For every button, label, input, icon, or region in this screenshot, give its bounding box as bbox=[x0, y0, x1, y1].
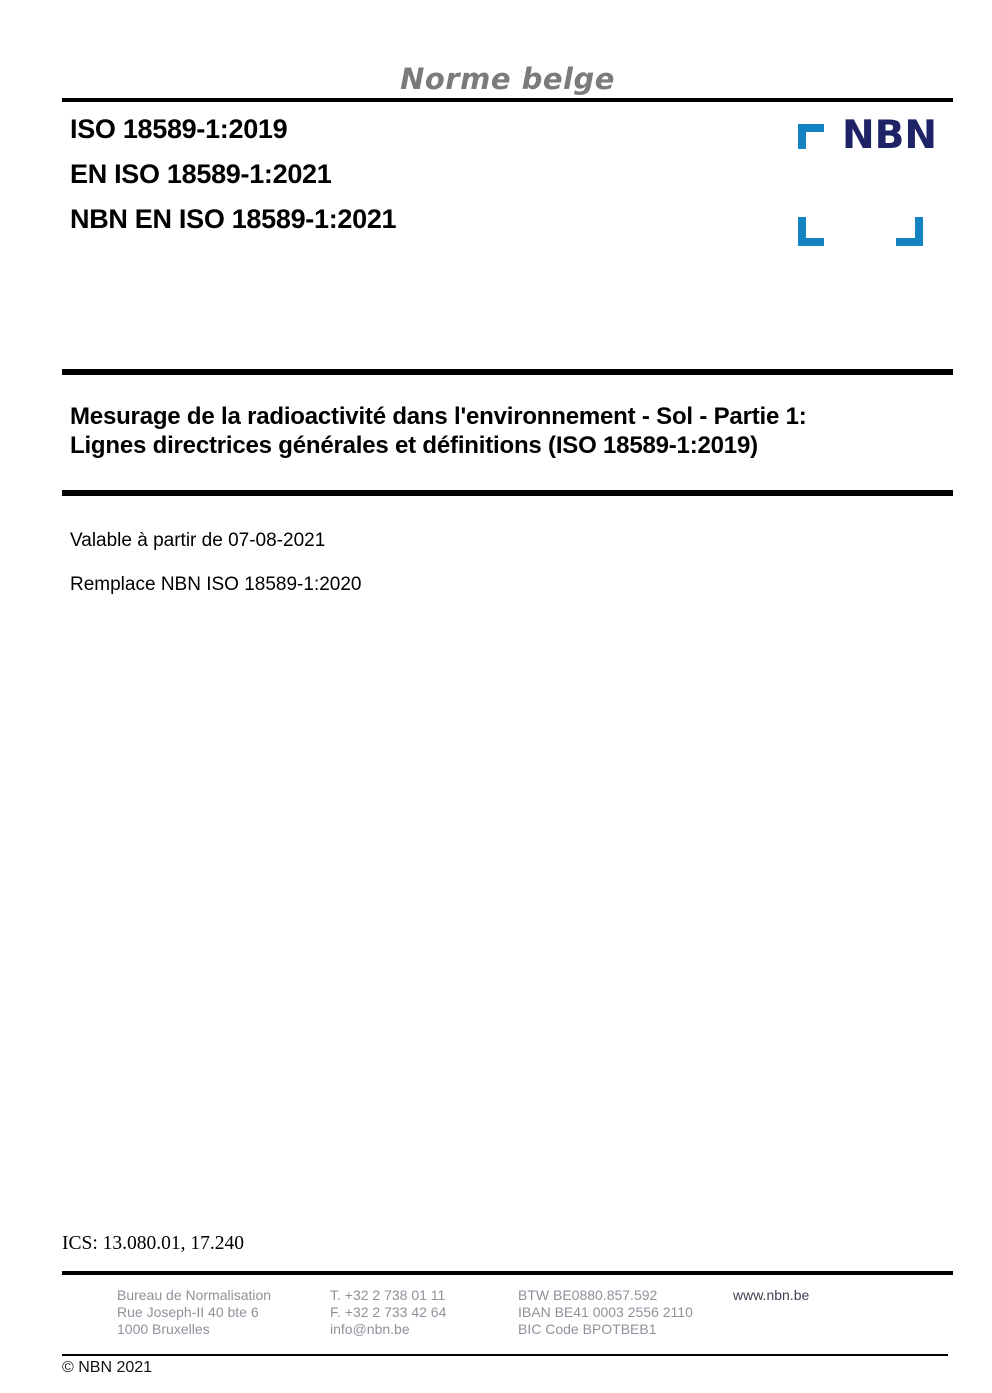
standard-codes bbox=[70, 112, 396, 247]
footer-address-line3: 1000 Bruxelles bbox=[117, 1321, 210, 1337]
title-rule-bottom bbox=[62, 490, 953, 496]
footer-website-link[interactable]: www.nbn.be bbox=[733, 1287, 810, 1303]
standard-code-iso: ISO 18589-1:2019 bbox=[70, 114, 288, 144]
footer-rule bbox=[62, 1271, 953, 1275]
copyright-text: © NBN 2021 bbox=[62, 1359, 153, 1376]
document-title-line2: Lignes directrices générales et définitions (ISO 18589-1:2019) bbox=[70, 432, 758, 459]
footer-btw: BTW BE0880.857.592 bbox=[518, 1287, 658, 1303]
logo-bracket-bottom-right-icon bbox=[896, 217, 923, 246]
footer-bic: BIC Code BPOTBEB1 bbox=[518, 1321, 657, 1337]
title-rule-top bbox=[62, 369, 953, 375]
logo-bracket-top-left-icon bbox=[798, 124, 824, 149]
document-title-line1: Mesurage de la radioactivité dans l'environnement - Sol - Partie 1: bbox=[70, 403, 807, 430]
footer-address-line1: Bureau de Normalisation bbox=[117, 1287, 272, 1303]
valid-from-text: Valable à partir de 07-08-2021 bbox=[70, 530, 326, 551]
standard-code-en-iso: EN ISO 18589-1:2021 bbox=[70, 159, 332, 189]
footer-iban: IBAN BE41 0003 2556 2110 bbox=[518, 1304, 693, 1320]
nbn-logo bbox=[798, 113, 938, 246]
validity-block bbox=[70, 530, 362, 618]
footer-address-line2: Rue Joseph-II 40 bte 6 bbox=[117, 1304, 259, 1320]
nbn-logo-text: NBN bbox=[842, 113, 938, 158]
footer-address bbox=[117, 1287, 271, 1338]
footer-fax: F. +32 2 733 42 64 bbox=[330, 1304, 447, 1320]
ics-codes: ICS: 13.080.01, 17.240 bbox=[62, 1233, 245, 1254]
standard-code-nbn-en-iso: NBN EN ISO 18589-1:2021 bbox=[70, 204, 397, 234]
doc-type-label: Norme belge bbox=[400, 62, 615, 96]
footer-email-link[interactable]: info@nbn.be bbox=[330, 1321, 410, 1337]
logo-bracket-bottom-left-icon bbox=[798, 217, 824, 246]
header-rule bbox=[62, 98, 953, 102]
document-title bbox=[70, 402, 955, 460]
copyright-rule bbox=[62, 1354, 948, 1356]
footer-contact bbox=[330, 1287, 446, 1338]
replaces-text: Remplace NBN ISO 18589-1:2020 bbox=[70, 574, 362, 595]
footer-legal bbox=[518, 1287, 693, 1338]
footer-phone: T. +32 2 738 01 11 bbox=[330, 1287, 446, 1303]
